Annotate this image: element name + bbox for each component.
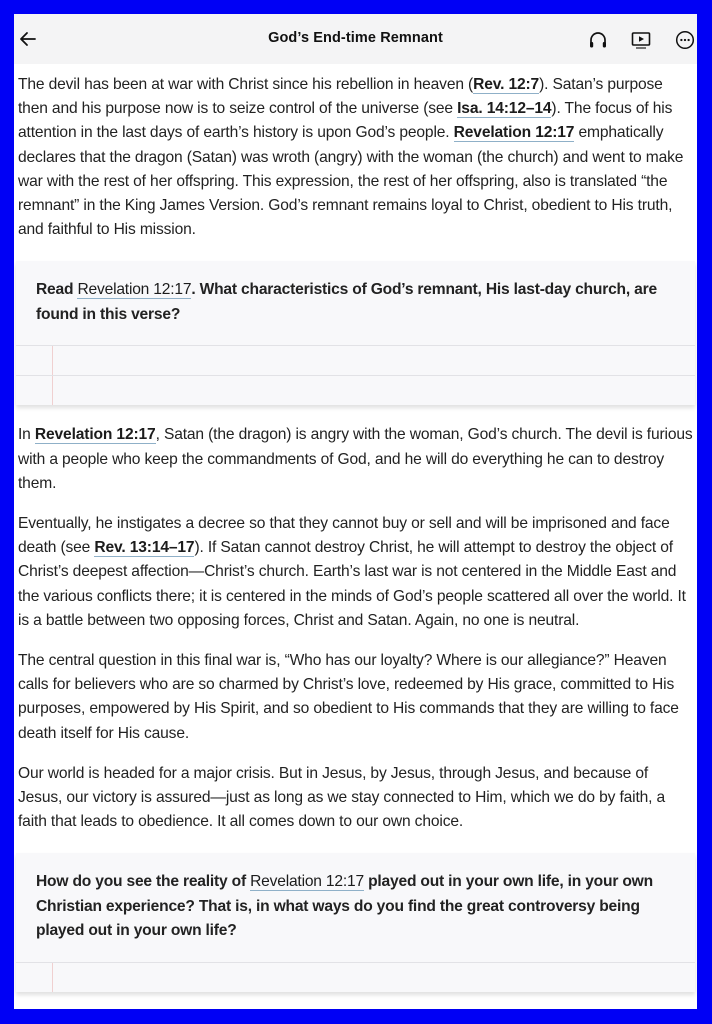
scripture-link[interactable]: Isa. 14:12–14 <box>457 100 552 118</box>
question-box-1 <box>16 261 695 405</box>
scripture-link[interactable]: Revelation 12:17 <box>34 426 156 444</box>
text: ). The focus of his attention in the last days of earth’s history is upon God’s people. <box>18 100 673 142</box>
app-frame <box>14 14 697 1009</box>
text: ). Satan’s purpose then and his purpose now is to seize control of the universe (see <box>18 76 663 118</box>
question-box-2 <box>16 853 695 992</box>
scripture-link[interactable]: Revelation 12:17 <box>77 281 192 299</box>
more-ellipsis-icon <box>673 28 697 52</box>
text: How do you see the reality of <box>36 873 251 891</box>
scripture-link[interactable]: Revelation 12:17 <box>453 124 575 142</box>
paragraph-4 <box>14 649 697 746</box>
scripture-link[interactable]: Revelation 12:17 <box>250 873 364 891</box>
text: The central question in this final war is, “Who has our loyalty? Where is our allegiance?” Heaven calls for believers who are so charmed by Christ’s love, redeemed by His grace, committed to His purposes, empowered by His Spirit, and so obedient to His commands that they are willing to face death itself for His cause. <box>18 652 679 742</box>
answer-input-line[interactable] <box>16 375 695 405</box>
text: . What characteristics of God’s remnant, His last-day church, are found in this verse? <box>36 281 657 323</box>
headphones-icon <box>586 28 610 52</box>
lesson-content <box>14 64 697 992</box>
video-button[interactable] <box>629 28 653 52</box>
paragraph-5 <box>14 762 697 835</box>
text: Our world is headed for a major crisis. But in Jesus, by Jesus, through Jesus, and because of Jesus, our victory is assured—just as long as we stay connected to Him, which we do by faith, a faith that leads to obedience. It all comes down to our own choice. <box>18 764 666 831</box>
text: played out in your own life, in your own Christian experience? That is, in what ways do you find the great controversy being played out in your own life? <box>36 873 653 940</box>
text: In <box>18 426 35 444</box>
paragraph-3 <box>14 512 697 633</box>
text: Read <box>36 281 78 299</box>
answer-input-line[interactable] <box>16 962 695 992</box>
top-bar <box>14 14 697 64</box>
text: The devil has been at war with Christ since his rebellion in heaven ( <box>18 76 474 93</box>
scripture-link[interactable]: Rev. 13:14–17 <box>94 539 195 557</box>
text: Eventually, he instigates a decree so that they cannot buy or sell and will be imprisoned and face death (see <box>18 515 670 557</box>
paragraph-1 <box>14 73 697 242</box>
scripture-link[interactable]: Rev. 12:7 <box>473 76 540 93</box>
paragraph-2 <box>14 423 697 496</box>
audio-button[interactable] <box>586 28 610 52</box>
play-screen-icon <box>629 28 653 52</box>
page-title: God’s End-time Remnant <box>268 30 443 46</box>
question-text <box>16 261 695 345</box>
more-button[interactable] <box>673 28 697 52</box>
question-text <box>16 853 695 962</box>
text: emphatically declares that the dragon (Satan) was wroth (angry) with the woman (the church) and went to make war with the rest of her offspring. This expression, the rest of her offspring, also is translated “the remnant” in the King James Version. God’s remnant remains loyal to Christ, obedient to His truth, and faithful to His mission. <box>18 124 684 239</box>
answer-input-line[interactable] <box>16 345 695 375</box>
text: , Satan (the dragon) is angry with the woman, God’s church. The devil is furious with a people who keep the commandments of God, and he will do everything he can to destroy them. <box>18 426 693 492</box>
text: ). If Satan cannot destroy Christ, he will attempt to destroy the object of Christ’s deepest affection—Christ’s church. Earth’s last war is not centered in the Middle East and the various conflicts there; it is centered in the minds of God’s people scattered all over the world. It is a battle between two opposing forces, Christ and Satan. Again, no one is neutral. <box>18 539 686 629</box>
